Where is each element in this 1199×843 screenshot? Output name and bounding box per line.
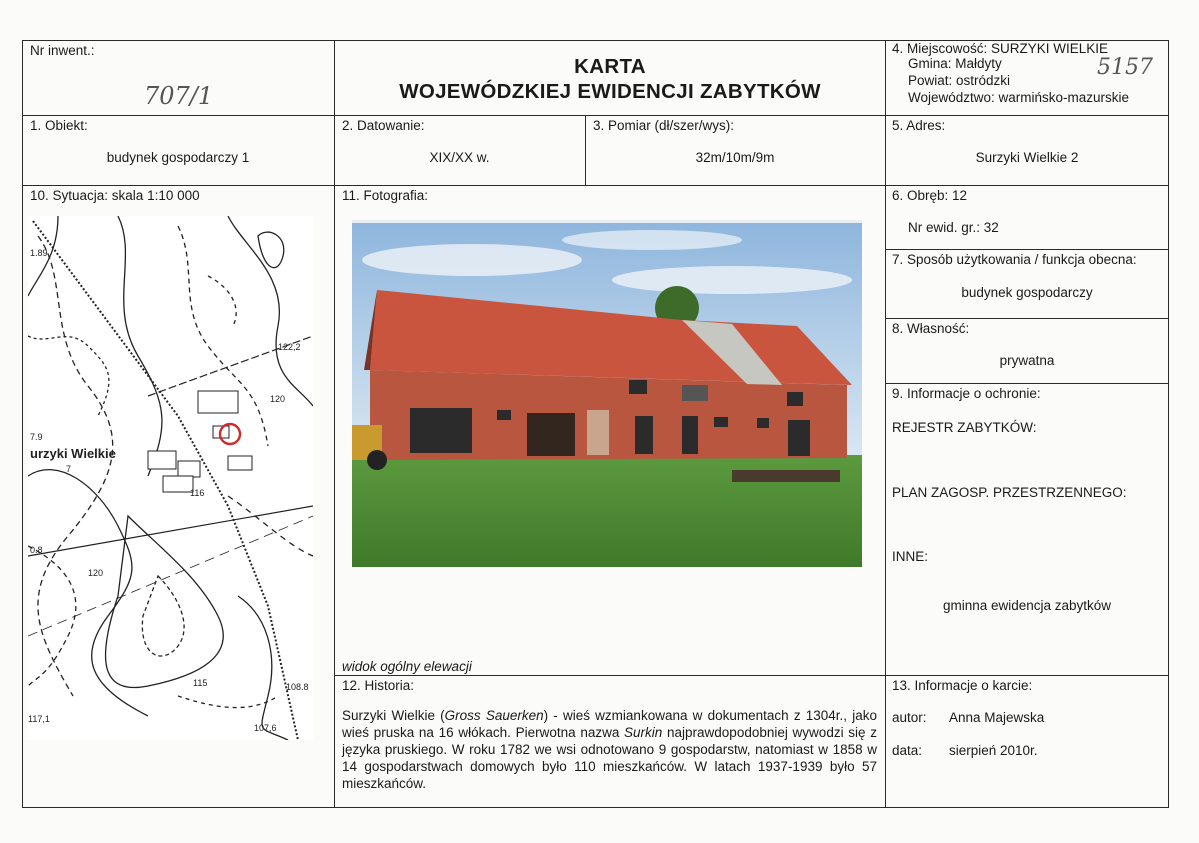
card-info-label: 13. Informacje o karcie: bbox=[892, 678, 1033, 693]
photo-caption: widok ogólny elewacji bbox=[342, 659, 472, 674]
svg-text:115: 115 bbox=[193, 678, 208, 688]
author-label: autor: bbox=[892, 710, 927, 725]
building-photograph bbox=[352, 220, 862, 567]
history-label: 12. Historia: bbox=[342, 678, 415, 693]
author-value: Anna Majewska bbox=[949, 710, 1045, 725]
inventory-number-label: Nr inwent.: bbox=[30, 43, 95, 58]
svg-text:120: 120 bbox=[270, 394, 286, 404]
other-value: gminna ewidencja zabytków bbox=[942, 598, 1112, 613]
photo-label: 11. Fotografia: bbox=[342, 188, 429, 203]
address-value: Surzyki Wielkie 2 bbox=[975, 150, 1079, 165]
card-title-line1: KARTA bbox=[574, 55, 646, 78]
svg-text:117,1: 117,1 bbox=[28, 714, 50, 724]
location-handwritten-number: 5157 bbox=[1097, 55, 1153, 80]
location-label: 4. Miejscowość: SURZYKI WIELKIE bbox=[892, 41, 1109, 56]
map-village-label: urzyki Wielkie bbox=[30, 446, 116, 461]
object-label: 1. Obiekt: bbox=[30, 118, 88, 133]
measurement-value: 32m/10m/9m bbox=[695, 150, 775, 165]
svg-text:7.9: 7.9 bbox=[30, 432, 43, 442]
register-label: REJESTR ZABYTKÓW: bbox=[892, 420, 1037, 435]
dating-value: XIX/XX w. bbox=[429, 150, 490, 165]
object-value: budynek gospodarczy 1 bbox=[106, 150, 250, 165]
precinct-label: 6. Obręb: 12 bbox=[892, 188, 968, 203]
usage-value: budynek gospodarczy bbox=[961, 285, 1093, 300]
date-value: sierpień 2010r. bbox=[949, 743, 1038, 758]
svg-text:108.8: 108.8 bbox=[286, 682, 309, 692]
usage-label: 7. Sposób użytkowania / funkcja obecna: bbox=[892, 252, 1137, 267]
svg-text:116: 116 bbox=[190, 488, 205, 498]
parcel-number: Nr ewid. gr.: 32 bbox=[908, 220, 999, 235]
card-title-line2: WOJEWÓDZKIEJ EWIDENCJI ZABYTKÓW bbox=[399, 80, 821, 103]
inventory-number-handwritten: 707/1 bbox=[144, 82, 214, 110]
measurement-label: 3. Pomiar (dł/szer/wys): bbox=[593, 118, 735, 133]
wojewodztwo-value: Województwo: warmińsko-mazurskie bbox=[908, 90, 1130, 105]
svg-text:120: 120 bbox=[88, 568, 104, 578]
history-text: Surzyki Wielkie (Gross Sauerken) - wieś wzmiankowana w dokumentach z 1304r., jako wieś pruska na 16 włókach. Pierwotna nazwa Surkin najprawdopodobniej wywodzi się z języka pruskiego. W roku 1782 we wsi odnotowano 9 gospodarstw, natomiast w 1858 w 14 gospodarstwach domowych było 110 mieszkańców. W latach 1937-1939 było 57 mieszkańców. bbox=[342, 708, 877, 791]
svg-text:1.89: 1.89 bbox=[30, 248, 48, 258]
address-label: 5. Adres: bbox=[892, 118, 946, 133]
record-card bbox=[22, 40, 1169, 808]
protection-label: 9. Informacje o ochronie: bbox=[892, 386, 1041, 401]
svg-text:7: 7 bbox=[66, 464, 72, 474]
zoning-plan-label: PLAN ZAGOSP. PRZESTRZENNEGO: bbox=[892, 485, 1127, 500]
other-label: INNE: bbox=[892, 549, 929, 564]
ownership-value: prywatna bbox=[999, 353, 1055, 368]
gmina-value: Gmina: Małdyty bbox=[908, 56, 1002, 71]
svg-text:107,6: 107,6 bbox=[254, 723, 277, 733]
ownership-label: 8. Własność: bbox=[892, 321, 970, 336]
situation-label: 10. Sytuacja: skala 1:10 000 bbox=[30, 188, 200, 203]
topographic-map bbox=[28, 216, 313, 740]
svg-text:122,2: 122,2 bbox=[278, 342, 301, 352]
dating-label: 2. Datowanie: bbox=[342, 118, 425, 133]
svg-text:0.8: 0.8 bbox=[30, 545, 43, 555]
date-label: data: bbox=[892, 743, 923, 758]
powiat-value: Powiat: ostródzki bbox=[908, 73, 1011, 88]
